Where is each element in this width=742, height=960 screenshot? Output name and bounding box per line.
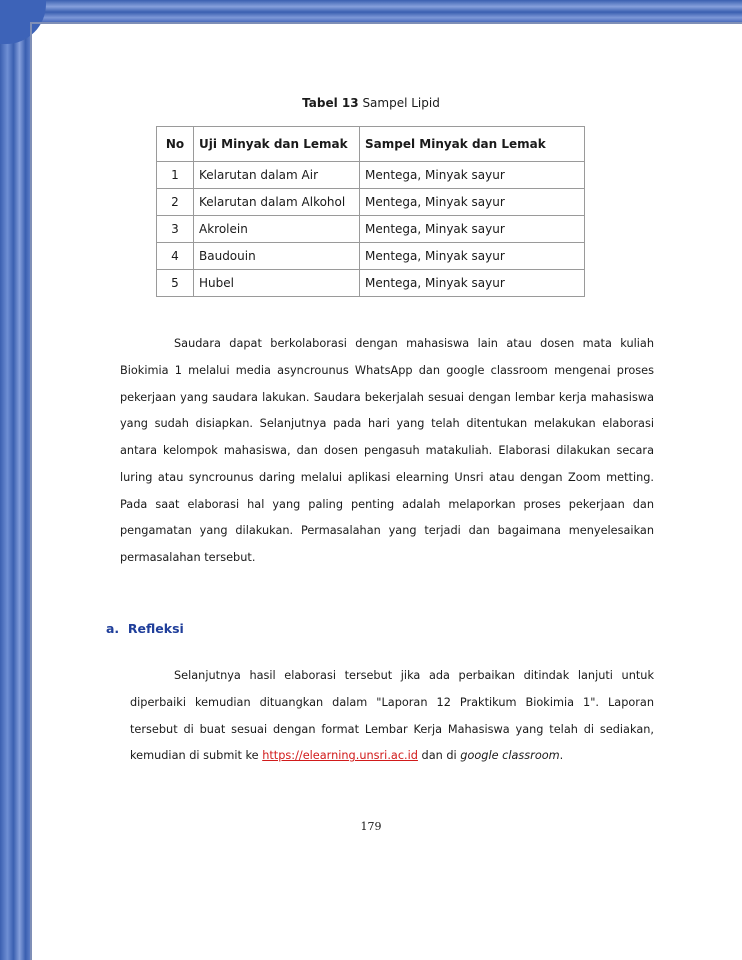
- cell-sampel: Mentega, Minyak sayur: [360, 243, 585, 270]
- table-row: [157, 270, 585, 297]
- header-sampel: Sampel Minyak dan Lemak: [360, 127, 585, 162]
- table-row: [157, 243, 585, 270]
- elearning-link[interactable]: https://elearning.unsri.ac.id: [262, 749, 418, 763]
- cell-no: 3: [157, 216, 194, 243]
- cell-no: 2: [157, 189, 194, 216]
- section-marker: a.: [106, 621, 120, 636]
- left-decorative-band: [0, 0, 30, 960]
- reflection-paragraph: [130, 663, 654, 770]
- cell-uji: Baudouin: [194, 243, 360, 270]
- table-caption-label: Tabel 13: [302, 96, 359, 110]
- cell-uji: Hubel: [194, 270, 360, 297]
- section-heading: [106, 621, 184, 636]
- cell-no: 1: [157, 162, 194, 189]
- collaboration-paragraph: Saudara dapat berkolaborasi dengan mahasiswa lain atau dosen mata kuliah Biokimia 1 melalui media asyncrounus WhatsApp dan google classroom mengenai proses pekerjaan yang saudara lakukan. Saudara bekerjalah sesuai dengan lembar kerja mahasiswa yang sudah disiapkan. Selanjutnya pada hari yang telah ditentukan melakukan elaborasi antara kelompok mahasiswa, dan dosen pengasuh matakuliah. Elaborasi dilakukan secara luring atau syncrounus daring melalui aplikasi elearning Unsri atau dengan Zoom metting. Pada saat elaborasi hal yang paling penting adalah melaporkan proses pekerjaan dan pengamatan yang dilakukan. Permasalahan yang terjadi dan bagaimana menyelesaikan permasalahan tersebut.: [120, 337, 654, 564]
- table-header-row: [157, 127, 585, 162]
- top-border-line: [30, 22, 742, 24]
- top-decorative-band: [0, 0, 742, 22]
- header-uji: Uji Minyak dan Lemak: [194, 127, 360, 162]
- section-title: Refleksi: [127, 621, 184, 636]
- table-row: [157, 189, 585, 216]
- cell-no: 5: [157, 270, 194, 297]
- cell-no: 4: [157, 243, 194, 270]
- cell-uji: Kelarutan dalam Alkohol: [194, 189, 360, 216]
- table-caption: [0, 96, 742, 110]
- cell-sampel: Mentega, Minyak sayur: [360, 162, 585, 189]
- google-classroom-text: google classroom: [460, 749, 560, 763]
- reflection-text-after: dan di: [421, 749, 457, 763]
- end-punct: .: [559, 749, 564, 763]
- table-row: [157, 162, 585, 189]
- cell-sampel: Mentega, Minyak sayur: [360, 189, 585, 216]
- cell-sampel: Mentega, Minyak sayur: [360, 216, 585, 243]
- reflection-text: Selanjutnya hasil elaborasi tersebut jika ada perbaikan ditindak lanjuti untuk diperbaiki kemudian dituangkan dalam "Laporan 12 Praktikum Biokimia 1". Laporan tersebut di buat sesuai dengan format Lembar Kerja Mahasiswa yang telah di sediakan, kemudian di submit ke: [130, 669, 654, 763]
- header-no: No: [157, 127, 194, 162]
- table-row: [157, 216, 585, 243]
- cell-sampel: Mentega, Minyak sayur: [360, 270, 585, 297]
- cell-uji: Akrolein: [194, 216, 360, 243]
- lipid-sample-table: [156, 126, 585, 297]
- cell-uji: Kelarutan dalam Air: [194, 162, 360, 189]
- page-number: 179: [360, 820, 382, 833]
- table-caption-text: Sampel Lipid: [362, 96, 440, 110]
